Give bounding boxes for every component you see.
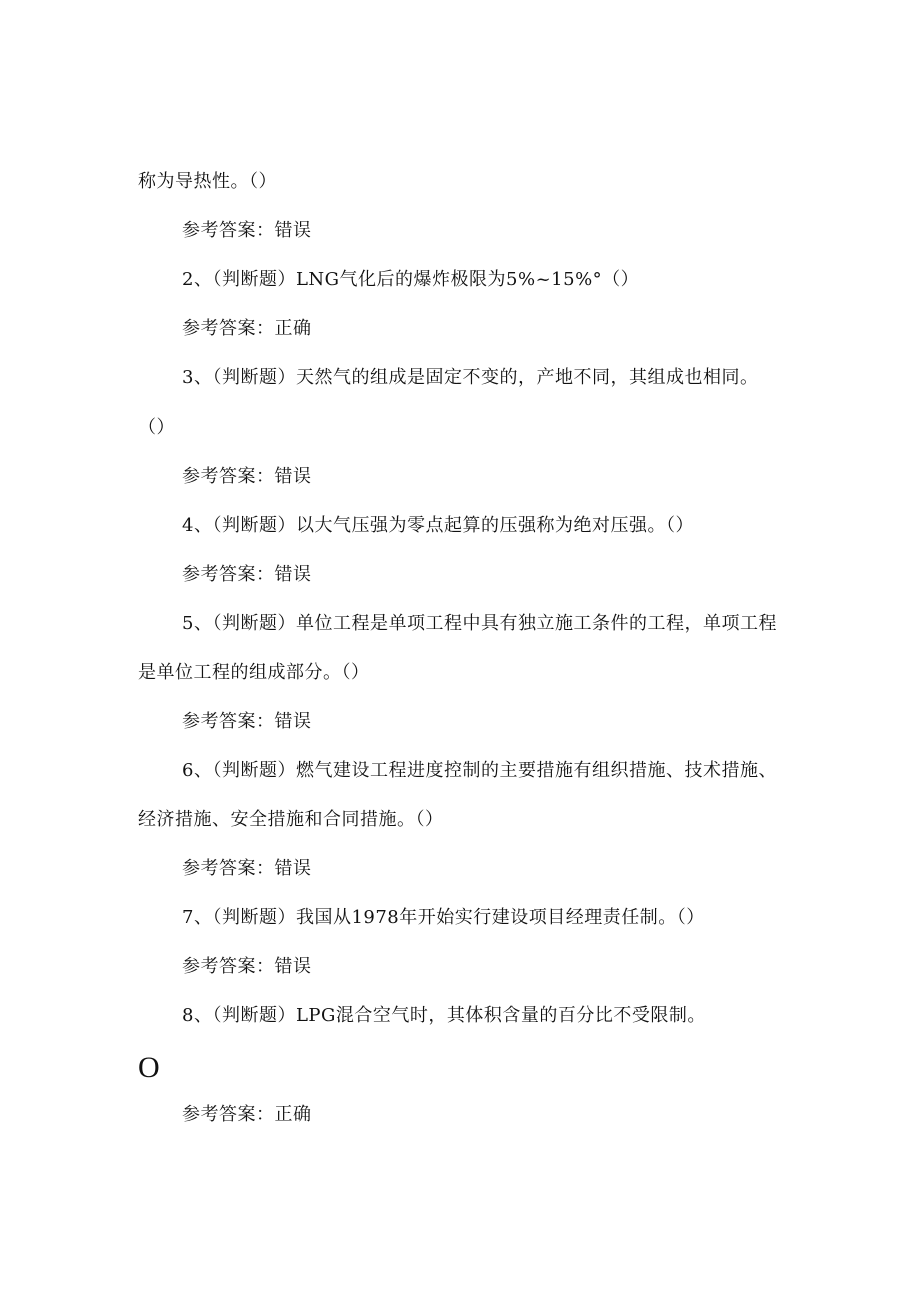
answer-line: 参考答案：正确 <box>182 318 312 339</box>
question-line: 8、（判断题）LPG混合空气时，其体积含量的百分比不受限制。 <box>182 1005 706 1026</box>
text-line: 称为导热性。（） <box>138 171 277 192</box>
answer-line: 参考答案：错误 <box>182 711 312 732</box>
answer-line: 参考答案：错误 <box>182 564 312 585</box>
question-line: 4、（判断题）以大气压强为零点起算的压强称为绝对压强。（） <box>182 515 694 536</box>
question-line: 7、（判断题）我国从1978年开始实行建设项目经理责任制。（） <box>182 907 705 928</box>
answer-line: 参考答案：正确 <box>182 1104 312 1125</box>
text-line: 经济措施、安全措施和合同措施。（） <box>138 809 444 830</box>
answer-line: 参考答案：错误 <box>182 466 312 487</box>
text-line: （） <box>138 417 175 438</box>
question-line: 5、（判断题）单位工程是单项工程中具有独立施工条件的工程，单项工程 <box>182 613 777 634</box>
answer-line: 参考答案：错误 <box>182 956 312 977</box>
answer-line: 参考答案：错误 <box>182 220 312 241</box>
text-line: 是单位工程的组成部分。（） <box>138 662 370 683</box>
question-line: 3、（判断题）天然气的组成是固定不变的，产地不同，其组成也相同。 <box>182 367 759 388</box>
answer-line: 参考答案：错误 <box>182 858 312 879</box>
question-line: 2、（判断题）LNG气化后的爆炸极限为5%~15%°（） <box>182 269 640 290</box>
stray-character: O <box>138 1051 161 1084</box>
question-line: 6、（判断题）燃气建设工程进度控制的主要措施有组织措施、技术措施、 <box>182 760 777 781</box>
